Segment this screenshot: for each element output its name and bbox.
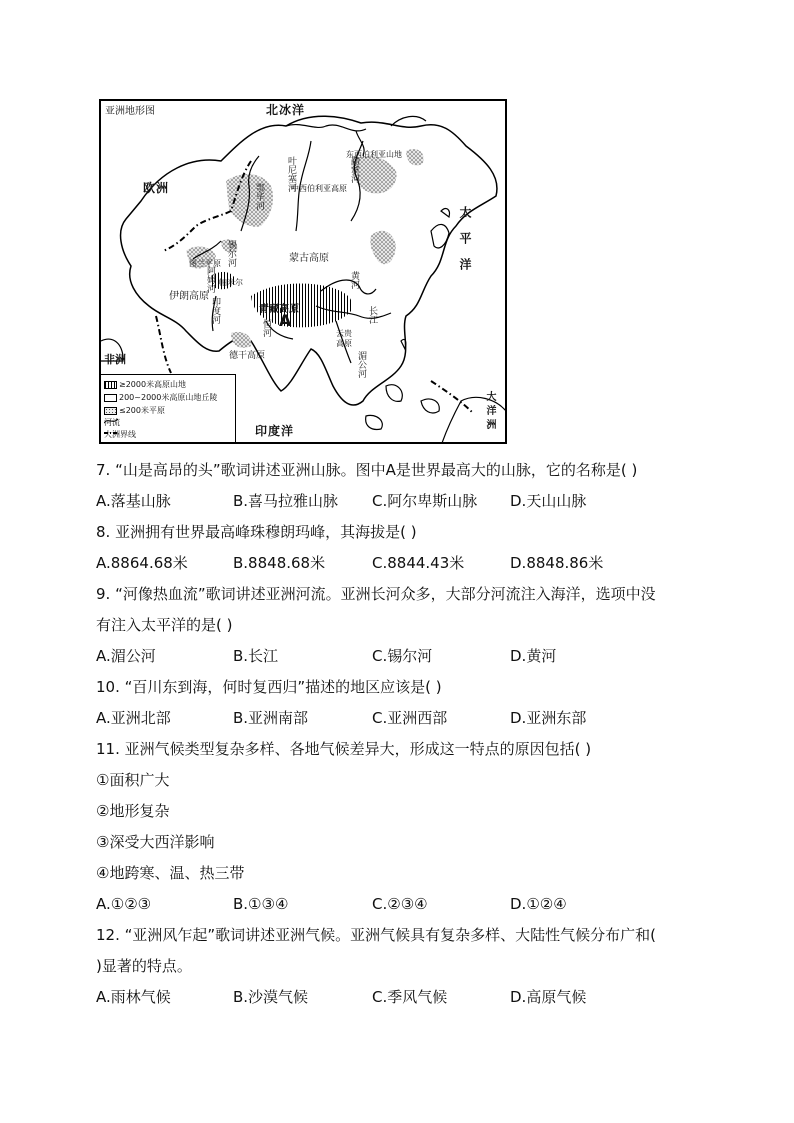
label-mountain-a: A xyxy=(279,311,292,330)
legend-low xyxy=(104,405,165,416)
map-legend xyxy=(101,374,236,444)
q9-option-c: C.锡尔河 xyxy=(372,647,433,665)
q11-option-c: C.②③④ xyxy=(372,895,428,913)
legend-high xyxy=(104,379,186,390)
label-ganges-river: 恒河 xyxy=(261,319,271,337)
question-7-stem: 7. “山是高昂的头”歌词讲述亚洲山脉。图中A是世界最高大的山脉，它的名称是( ) xyxy=(96,461,638,479)
label-turan-plain: 图兰平原 xyxy=(189,259,221,268)
q11-statement-3: ③深受大西洋影响 xyxy=(96,833,215,851)
legend-mid xyxy=(104,392,217,403)
legend-label-river: 河流 xyxy=(104,418,120,427)
label-pacific-ocean: 太平洋 xyxy=(458,206,472,284)
label-amu-darya-river: 阿姆河 xyxy=(205,266,215,293)
q11-statement-1: ①面积广大 xyxy=(96,771,170,789)
label-indian-ocean: 印度洋 xyxy=(255,424,295,438)
map-title: 亚洲地形图 xyxy=(105,106,155,117)
legend-border-line-icon xyxy=(104,429,118,437)
east-plain xyxy=(370,231,396,264)
q11-option-a: A.①②③ xyxy=(96,895,152,913)
legend-swatch-high xyxy=(104,381,117,389)
legend-swatch-low xyxy=(104,407,117,415)
q12-option-c: C.季风气候 xyxy=(372,988,448,1006)
indo-plain xyxy=(231,332,251,348)
label-east-siberian-mountains: 东西伯利亚山地 xyxy=(346,150,402,159)
q11-statement-2: ②地形复杂 xyxy=(96,802,170,820)
q9-option-d: D.黄河 xyxy=(510,647,557,665)
legend-label-mid: 200~2000米高原山地丘陵 xyxy=(119,393,218,402)
label-lena-river: 勒拿河 xyxy=(349,156,359,183)
label-deccan-plateau: 德干高原 xyxy=(229,351,266,361)
q10-option-a: A.亚洲北部 xyxy=(96,709,171,727)
q12-option-d: D.高原气候 xyxy=(510,988,587,1006)
question-8-stem: 8. 亚洲拥有世界最高峰珠穆朗玛峰，其海拔是( ) xyxy=(96,523,417,541)
question-12-stem-line-2: )显著的特点。 xyxy=(96,957,192,975)
q8-option-d: D.8848.86米 xyxy=(510,554,604,572)
label-europe: 欧洲 xyxy=(143,181,170,195)
label-arctic-ocean: 北冰洋 xyxy=(266,103,306,117)
label-mekong-river: 湄公河 xyxy=(356,351,366,378)
q9-option-b: B.长江 xyxy=(233,647,279,665)
q11-statement-4: ④地跨寒、温、热三带 xyxy=(96,864,245,882)
label-pamir: 帕米尔 xyxy=(219,278,243,287)
question-9-stem-line-2: 有注入太平洋的是( ) xyxy=(96,616,233,634)
legend-river xyxy=(104,417,120,428)
legend-river-line-icon xyxy=(104,417,118,425)
q8-option-b: B.8848.68米 xyxy=(233,554,326,572)
label-iranian-plateau: 伊朗高原 xyxy=(169,291,209,302)
q11-option-b: B.①③④ xyxy=(233,895,289,913)
label-yellow-river: 黄河 xyxy=(349,271,359,289)
asia-terrain-map xyxy=(99,99,507,444)
label-syr-darya-river: 锡尔河 xyxy=(226,240,236,267)
q7-option-a: A.落基山脉 xyxy=(96,492,171,510)
q12-option-b: B.沙漠气候 xyxy=(233,988,309,1006)
legend-label-border: 大洲界线 xyxy=(104,430,136,439)
question-9-stem-line-1: 9. “河像热血流”歌词讲述亚洲河流。亚洲长河众多，大部分河流注入海洋，选项中没 xyxy=(96,585,656,603)
siberia-east-plain xyxy=(406,149,424,165)
label-mongolian-plateau: 蒙古高原 xyxy=(289,253,329,264)
q12-option-a: A.雨林气候 xyxy=(96,988,171,1006)
q7-option-b: B.喜马拉雅山脉 xyxy=(233,492,339,510)
q10-option-d: D.亚洲东部 xyxy=(510,709,587,727)
q10-option-c: C.亚洲西部 xyxy=(372,709,448,727)
q8-option-c: C.8844.43米 xyxy=(372,554,465,572)
question-10-stem: 10. “百川东到海，何时复西归”描述的地区应该是( ) xyxy=(96,678,442,696)
q8-option-a: A.8864.68米 xyxy=(96,554,188,572)
label-oceania: 大洋洲 xyxy=(484,391,495,433)
legend-label-low: ≤200米平原 xyxy=(119,406,165,415)
label-central-siberian-plateau: 中西伯利亚高原 xyxy=(291,184,347,193)
label-yunnan-guizhou-plateau: 云贵高原 xyxy=(336,329,352,348)
label-tibetan-plateau: 青藏高原 xyxy=(259,304,299,315)
sea-islands xyxy=(366,385,440,430)
question-12-stem-line-1: 12. “亚洲风乍起”歌词讲述亚洲气候。亚洲气候具有复杂多样、大陆性气候分布广和( xyxy=(96,926,657,944)
legend-border xyxy=(104,429,136,440)
q7-option-c: C.阿尔卑斯山脉 xyxy=(372,492,478,510)
q11-option-d: D.①②④ xyxy=(510,895,567,913)
legend-swatch-mid xyxy=(104,394,117,402)
label-africa: 非洲 xyxy=(104,353,126,366)
q9-option-a: A.湄公河 xyxy=(96,647,156,665)
q7-option-d: D.天山山脉 xyxy=(510,492,587,510)
label-yenisei-river: 叶尼塞河 xyxy=(286,156,296,192)
legend-label-high: ≥2000米高原山地 xyxy=(119,380,187,389)
label-ob-river: 鄂毕河 xyxy=(254,183,264,210)
label-yangtze-river: 长江 xyxy=(367,306,377,324)
label-indus-river: 印度河 xyxy=(210,297,220,324)
australia-edge xyxy=(441,397,506,444)
q10-option-b: B.亚洲南部 xyxy=(233,709,309,727)
question-11-stem: 11. 亚洲气候类型复杂多样、各地气候差异大，形成这一特点的原因包括( ) xyxy=(96,740,592,758)
